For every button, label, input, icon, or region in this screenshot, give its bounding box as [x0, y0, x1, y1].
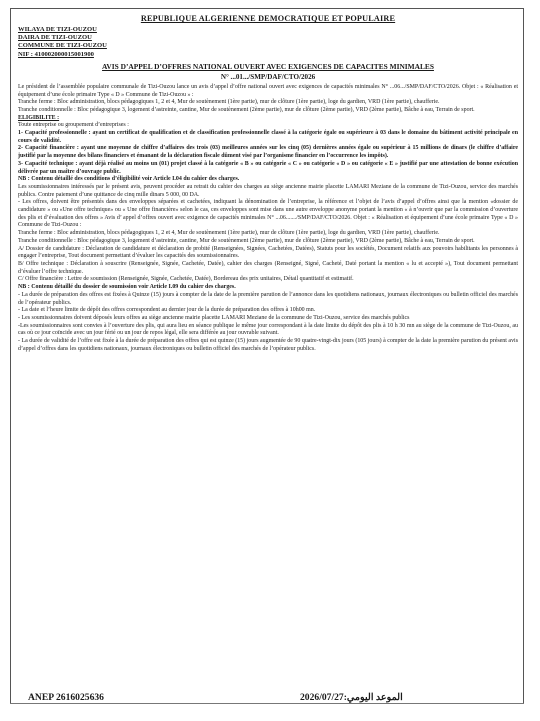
notice-title: AVIS D’APPEL D’OFFRES NATIONAL OUVERT AVEC EXIGENCES DE CAPACITES MINIMALES	[102, 61, 434, 71]
daira-line: DAIRA DE TIZI-OUZOU	[18, 34, 92, 42]
notice-body	[18, 84, 518, 354]
eligibility-heading: ELIGIBILITE :	[18, 114, 60, 121]
duree-preparation: - La durée de préparation des offres est fixées à Quinze (15) jours à compter de la date de la première parution de l’annonce dans les quotidiens nationaux, journaux électroniques ou bulletin officiel des marchés de l’opérateur publics.	[18, 291, 518, 306]
offre-financiere: C/ Offre financière : Lettre de soumission (Renseignée, Signée, Cachetée, Datée), Bordereau des prix unitaires, Détail quantitatif et estimatif.	[18, 276, 354, 283]
offers-paragraph: - Les offres, doivent être présentés dans des enveloppes séparées et cachetées, indiquant la dénomination de l’entreprise, la référence et l’objet de l’avis d’appel d’offres ainsi que la mention «dossier de candidature » ou «Une offre technique» ou « Une offre financière» selon le cas, ces enveloppes sont mise dans une autre enveloppe anonyme portant la mention « à n’ouvrir que par la commission d’ouverture des plis et d’évaluation des offres » Avis d’ appel d’offres ouvert avec exigence de capacités minimales N° ...06......./SMP/DAF/CTO/2026. Objet : « Réalisation et équipement d’une école primaire Type « D » Commune de Tizi-Ouzou :	[18, 199, 518, 229]
dossier-candidature: A/ Dossier de candidature : Déclaration de candidature et déclaration de probité (Renseignées, Signées, Cachetées, Datées), Statuts pour les sociétés, Document relatifs aux pouvoirs habilitants les personnes à engager l’entreprise, Tout document permettant d’évaluer les capacités des soumissionnaires.	[18, 245, 518, 260]
nif-line: NIF : 410002000015001900	[18, 50, 94, 58]
date-limite: - La date et l’heure limite de dépôt des offres correspondent au dernier jour de la durée de préparation des offres à 10h00 mn.	[18, 307, 316, 314]
tranche-ferme: Tranche ferme : Bloc administration, blocs pédagogiques 1, 2 et 4, Mur de soutènement (1ère partie), mur de clôture (1ère partie), loge du gardien, VRD (1ère partie), chaufferie.	[18, 99, 440, 106]
intro-paragraph: Le président de l’assemblée populaire communale de Tizi-Ouzou lance un avis d’appel d’offre national ouvert avec exigences de capacités minimales N° ...06.../SMP/DAF/CTO/2026. Objet : « Réalisation et équipement d’une école primaire Type « D » Commune de Tizi-Ouzou » :	[18, 83, 518, 98]
retrieval-paragraph: Les soumissionnaires intéressés par le présent avis, peuvent procéder au retrait du cahier des charges au siège ancienne mairie placette LAMARI Meziane de la commune de Tizi-Ouzou, service des marchés publics. Contre paiement d’une quittance de cinq mille dinars 5 000, 00 DA.	[18, 183, 518, 198]
publication-date: 2026/07/27:الموعد اليومي	[300, 692, 403, 703]
capacity-financial: 2- Capacité financière : ayant une moyenne de chiffre d’affaires des trois (03) meilleures années sur les cinq (05) dernières années égale ou supérieur à 15 millions de dinars (le chiffre d’affaire justifié par la moyenne des bilans financiers et émanant de la déclaration fiscale dûment visé par l’organisme financier en l’occurrence les impôts).	[18, 145, 518, 160]
offre-technique: B/ Offre technique : Déclaration à souscrire (Renseignée, Signée, Cachetée, Datée), cahier des charges (Renseigné, Signé, Cacheté, Daté portant la mention « lu et accepté »), Tout document permettant d’évaluer l’offre technique.	[18, 260, 518, 275]
tranche-ferme-repeat: Tranche ferme : Bloc administration, blocs pédagogiques 1, 2 et 4, Mur de soutènement (1ère partie), mur de clôture (1ère partie), loge du gardien, VRD (1ère partie), chaufferie.	[18, 230, 440, 237]
nb-eligibility: NB : Contenu détaillé des conditions d’éligibilité voir Article I.04 du cahier des charges.	[18, 176, 240, 183]
announcement-page	[18, 14, 518, 353]
tranche-conditionnelle: Tranche conditionnelle : Bloc pédagogique 3, logement d’astreinte, cantine, Mur de soutènement (2ème partie), mur de clôture (2ème partie), VRD (2ème partie), Bâche à eau, Terrain de sport.	[18, 106, 475, 113]
capacity-professional: 1- Capacité professionnelle : ayant un certificat de qualification et de classification professionnelle classé à la catégorie égale ou supérieure à 03 dans le domaine du bâtiment activité principale en cours de validité.	[18, 130, 518, 144]
wilaya-line: WILAYA DE TIZI-OUZOU	[18, 26, 97, 33]
nb-soumission: NB : Contenu détaillé du dossier de soumission voir Article I.09 du cahier des charges.	[18, 284, 236, 291]
republic-header: REPUBLIQUE ALGERIENNE DEMOCRATIQUE ET POPULAIRE	[140, 14, 396, 23]
capacity-technical: 3- Capacité technique : ayant déjà réalisé au moins un (01) projet classé à la catégorie « B » ou catégorie « C » ou catégorie « D » ou catégorie « E » justifié par une attestation de bonne exécution délivrée par un maître d’ouvrage public.	[18, 160, 518, 175]
eligibility-intro: Toute entreprise ou groupement d’entreprises :	[18, 122, 129, 129]
commune-line: COMMUNE DE TIZI-OUZOU	[18, 42, 107, 50]
depot-offres: - Les soumissionnaires doivent déposés leurs offres au siège ancienne mairie placette LAMARI Meziane de la commune de Tizi-Ouzou, service des marchés publics	[18, 314, 410, 321]
admin-block	[18, 26, 518, 59]
notice-number: N° ...01.../SMP/DAF/CTO/2026	[220, 72, 316, 81]
validite-offre: - La durée de validité de l’offre est fixée à la durée de préparation des offres qui est quinze (15) jours augmentée de 90 quatre-vingt-dix jours (105 jours) à compter de la date la première parution du présent avis d’appel d’offres dans les quotidiens nationaux, journaux électroniques ou bulletin officiel des marchés de l’opérateur publics.	[18, 338, 518, 352]
anep-reference: ANEP 2616025636	[28, 692, 104, 703]
ouverture-plis: -Les soumissionnaires sont convies à l’ouverture des plis, qui aura lieu en séance publique le même jour correspondant à la date limite du dépôt des plis à 10 h 30 mn au siège de la commune de Tizi-Ouzou, au cas où ce jour coïncide avec un jour férié ou un jour de repos légal, elle sera différée au jour ouvrable suivant.	[18, 322, 518, 337]
footer-bar	[10, 692, 524, 712]
tranche-conditionnelle-repeat: Tranche conditionnelle : Bloc pédagogique 3, logement d’astreinte, cantine, Mur de soutènement (2ème partie), mur de clôture (2ème partie), VRD (2ème partie), Bâche à eau, Terrain de sport.	[18, 237, 475, 244]
